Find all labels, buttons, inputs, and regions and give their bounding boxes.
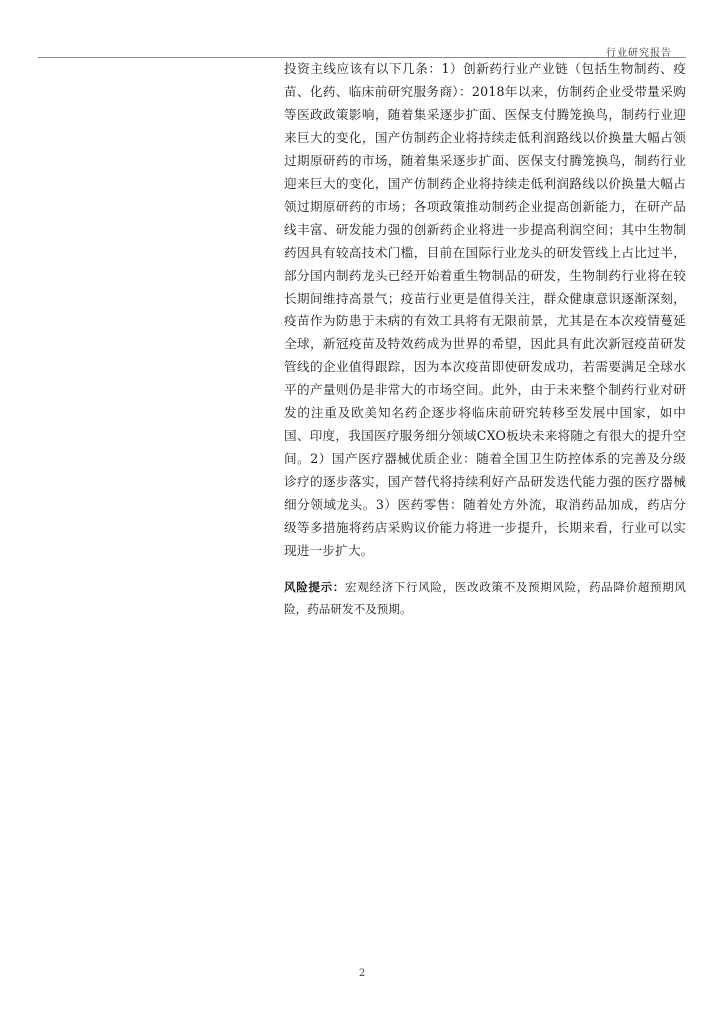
investment-thesis-paragraph: 投资主线应该有以下几条：1）创新药行业产业链（包括生物制药、疫苗、化药、临床前研究服务商）：2018年以来，仿制药企业受带量采购等医政政策影响，随着集采逐步扩面、医保支付腾笼换鸟，制药行业迎来巨大的变化，国产仿制药企业将持续走低利润路线以价换量大幅占领过期原研药的市场，随着集采逐步扩面、医保支付腾笼换鸟，制药行业迎来巨大的变化，国产仿制药企业将持续走低利润路线以价换量大幅占领过期原研药的市场；各项政策推动制药企业提高创新能力，在研产品线丰富、研发能力强的创新药企业将进一步提高利润空间；其中生物制药因具有较高技术门槛，目前在国际行业龙头的研发管线上占比过半，部分国内制药龙头已经开始着重生物制品的研发，生物制药行业将在较长期间维持高景气；疫苗行业更是值得关注，群众健康意识逐渐深刻，疫苗作为防患于未病的有效工具将有无限前景，尤其是在本次疫情蔓延全球，新冠疫苗及特效药成为世界的希望，因此具有此次新冠疫苗研发管线的企业值得跟踪，因为本次疫苗即使研发成功，若需要满足全球水平的产量则仍是非常大的市场空间。此外，由于未来整个制药行业对研发的注重及欧美知名药企逐步将临床前研究转移至发展中国家，如中国、印度，我国医疗服务细分领域CXO板块未来将随之有很大的提升空间。2）国产医疗器械优质企业：随着全国卫生防控体系的完善及分级诊疗的逐步落实，国产替代将持续利好产品研发迭代能力强的医疗器械细分领域龙头。3）医药零售：随着处方外流，取消药品加成，药店分级等多措施将药店采购议价能力将进一步提升，长期来看，行业可以实现进一步扩大。 <box>284 61 686 559</box>
report-body <box>284 58 686 620</box>
risk-warning-label: 风险提示： <box>284 579 345 594</box>
risk-warning <box>284 576 686 620</box>
risk-warning-text: 宏观经济下行风险，医改政策不及预期风险，药品降价超预期风险，药品研发不及预期。 <box>284 579 686 616</box>
page-number: 2 <box>358 968 366 979</box>
report-type-label: 行业研究报告 <box>606 48 672 59</box>
